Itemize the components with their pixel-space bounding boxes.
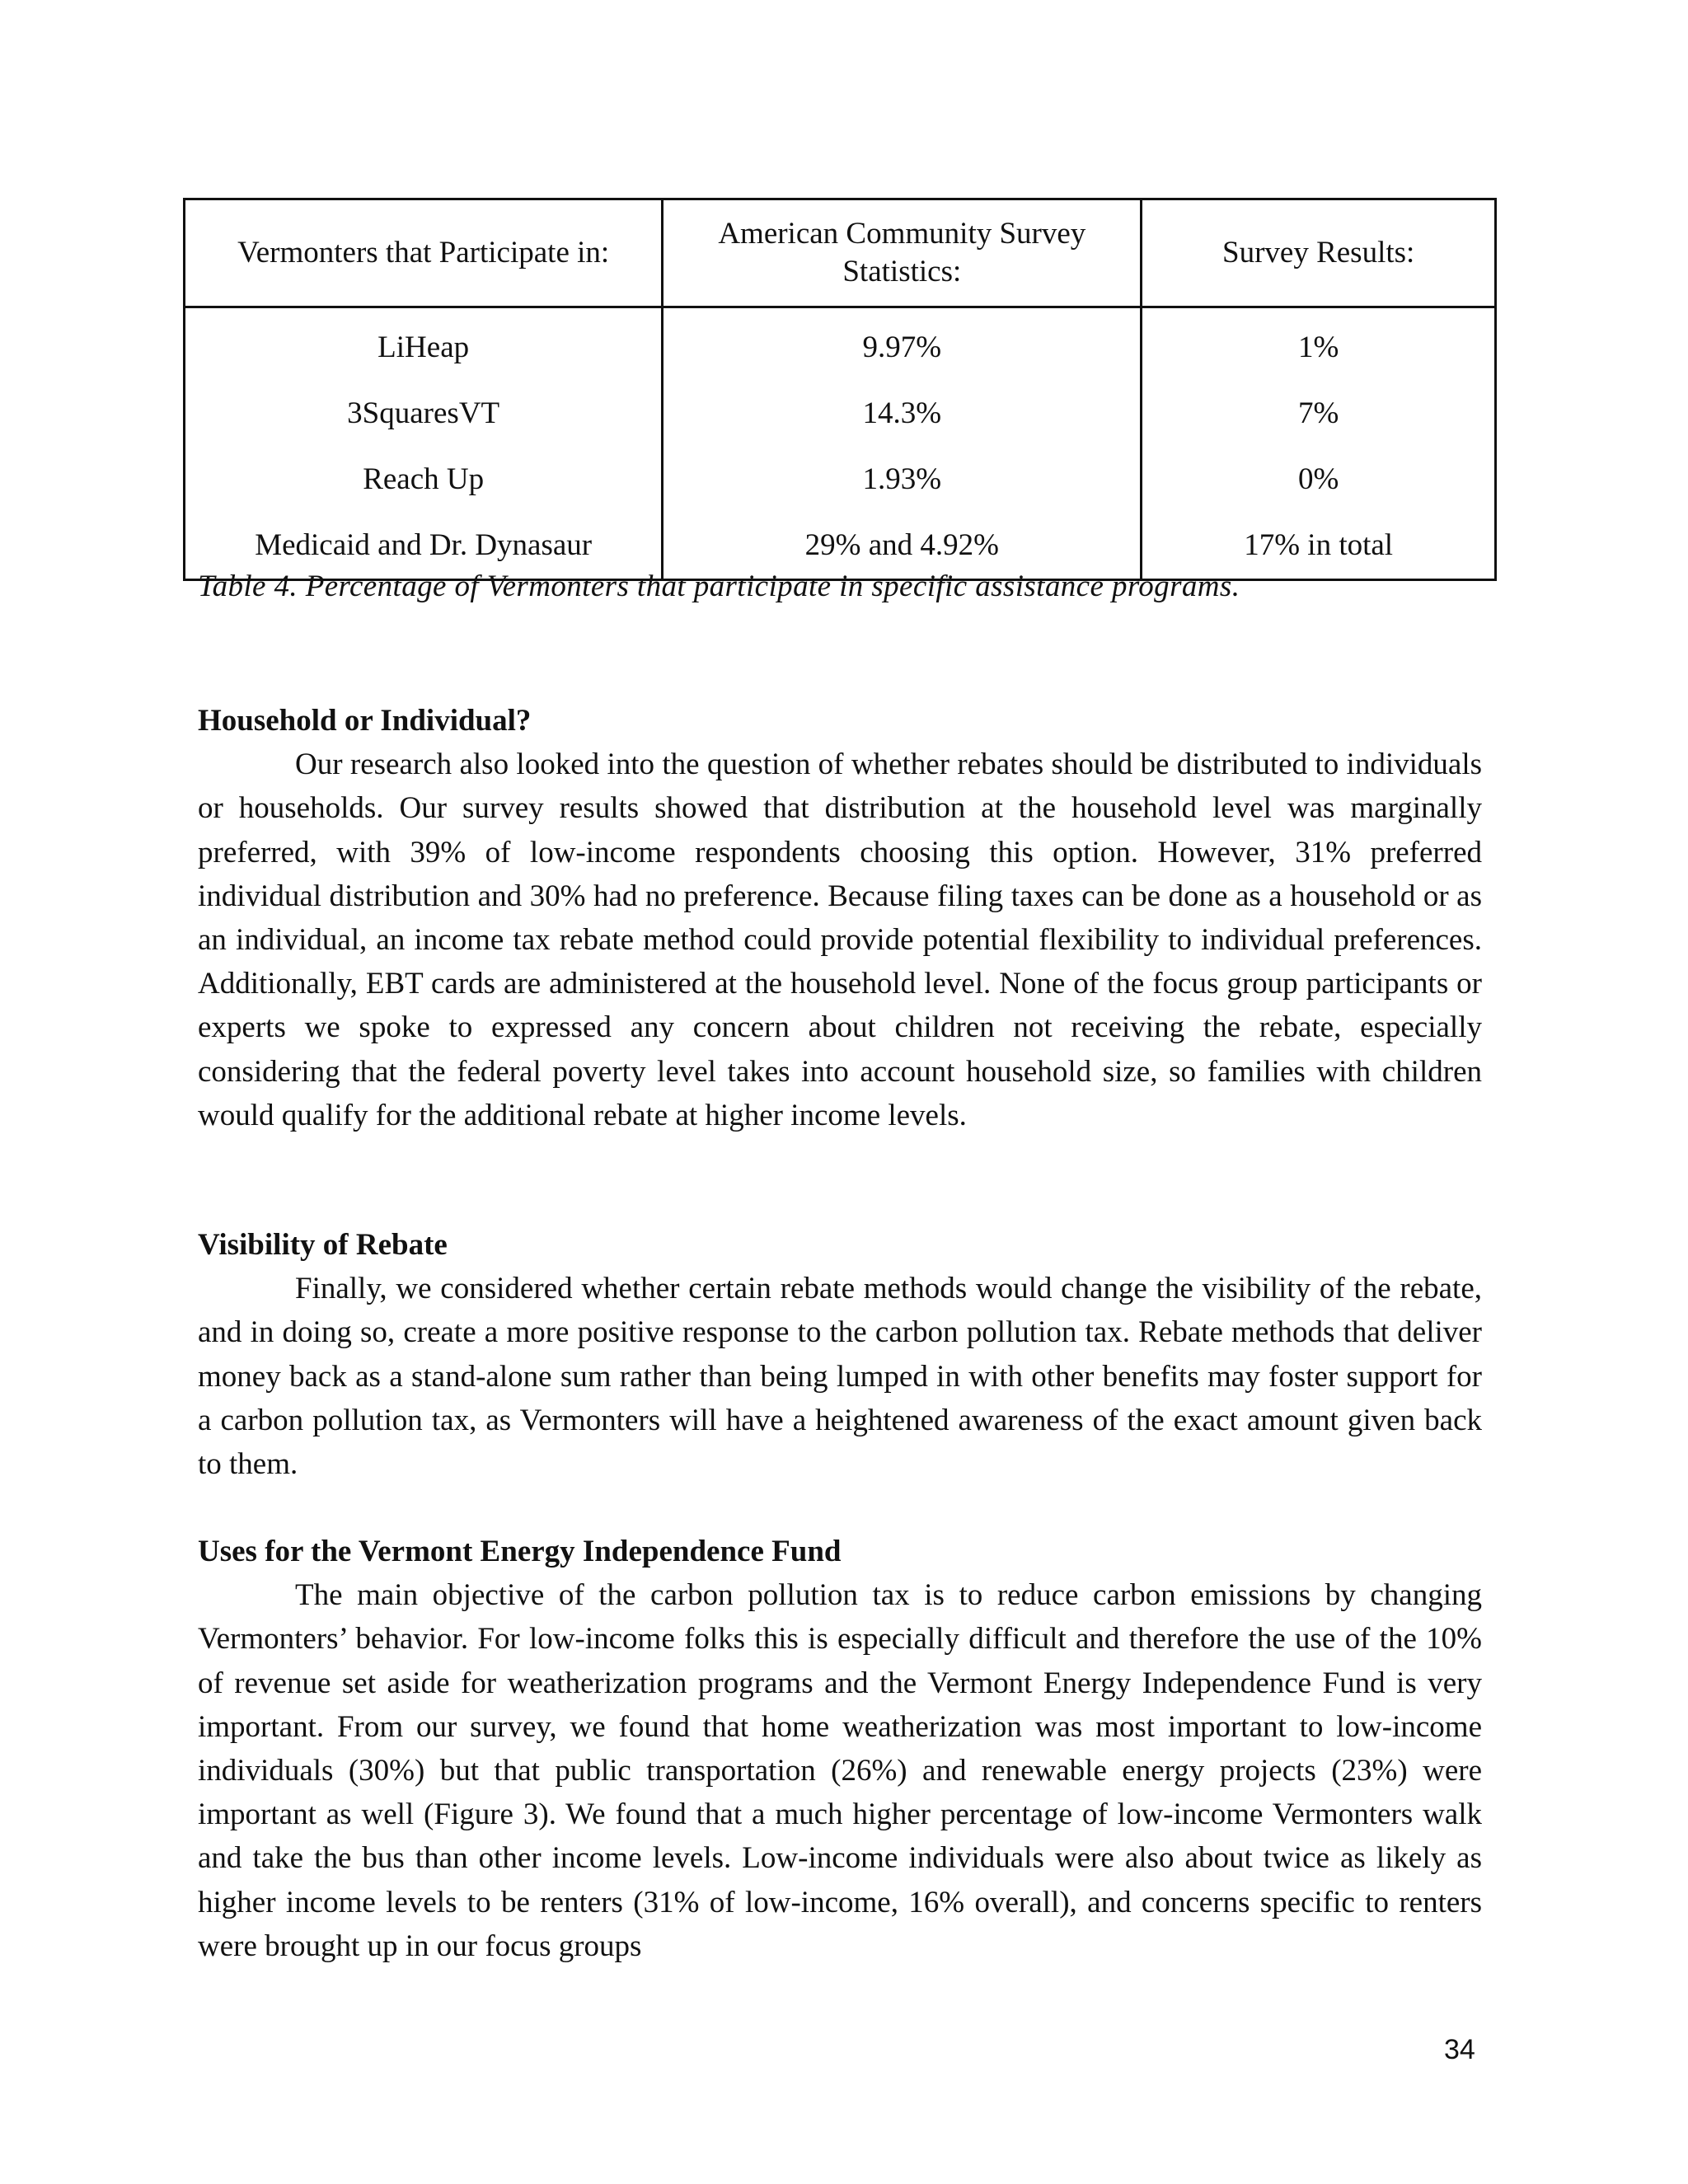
table-cell-survey: 17% in total bbox=[1142, 513, 1496, 580]
table-cell-program: Reach Up bbox=[185, 447, 663, 513]
table-cell-survey: 7% bbox=[1142, 381, 1496, 447]
page-number: 34 bbox=[1444, 2034, 1475, 2065]
table-cell-acs: 9.97% bbox=[663, 307, 1142, 382]
table-cell-acs: 29% and 4.92% bbox=[663, 513, 1142, 580]
section-body: Finally, we considered whether certain rebate methods would change the visibility of the rebate, and in doing so, create a more positive response to the carbon pollution tax. Rebate methods that deliver money back as a stand-alone sum rather than being lumped in with other benefits may foster support for a carbon pollution tax, as Vermonters will have a heightened awareness of the exact amount given back to them. bbox=[198, 1272, 1482, 1482]
section-heading: Uses for the Vermont Energy Independence Fund bbox=[198, 1535, 842, 1568]
section-heading: Household or Individual? bbox=[198, 704, 532, 738]
table-header-acs-statistics: American Community Survey Statistics: bbox=[663, 199, 1142, 307]
table-cell-survey: 1% bbox=[1142, 307, 1496, 382]
table-caption: Table 4. Percentage of Vermonters that participate in specific assistance programs. bbox=[198, 569, 1240, 603]
table-cell-survey: 0% bbox=[1142, 447, 1496, 513]
table-header-row bbox=[185, 199, 1496, 307]
assistance-programs-table bbox=[183, 198, 1497, 581]
section-heading: Visibility of Rebate bbox=[198, 1228, 448, 1262]
table-cell-acs: 1.93% bbox=[663, 447, 1142, 513]
section-body: The main objective of the carbon pollution tax is to reduce carbon emissions by changing Vermonters’ behavior. For low-income folks this is especially difficult and therefore the use of the 10% of revenue set aside for weatherization programs and the Vermont Energy Independence Fund is very important. From our survey, we found that home weatherization was most important to low-income individuals (30%) but that public transportation (26%) and renewable energy projects (23%) were important as well (Figure 3). We found that a much higher percentage of low-income Vermonters walk and take the bus than other income levels. Low-income individuals were also about twice as likely as higher income levels to be renters (31% of low-income, 16% overall), and concerns specific to renters were brought up in our focus groups bbox=[198, 1578, 1482, 1963]
table-cell-program: 3SquaresVT bbox=[185, 381, 663, 447]
table-row bbox=[185, 447, 1496, 513]
table-header-survey-results: Survey Results: bbox=[1142, 199, 1496, 307]
table-header-program: Vermonters that Participate in: bbox=[185, 199, 663, 307]
section-visibility-of-rebate bbox=[198, 1223, 1482, 1486]
table-row bbox=[185, 307, 1496, 382]
table-cell-acs: 14.3% bbox=[663, 381, 1142, 447]
section-energy-independence-fund bbox=[198, 1530, 1482, 1968]
table-cell-program: Medicaid and Dr. Dynasaur bbox=[185, 513, 663, 580]
section-household-or-individual bbox=[198, 699, 1482, 1137]
table-row bbox=[185, 381, 1496, 447]
section-body: Our research also looked into the question of whether rebates should be distributed to individuals or households. Our survey results showed that distribution at the household level was marginally preferred, with 39% of low-income respondents choosing this option. However, 31% preferred individual distribution and 30% had no preference. Because filing taxes can be done as a household or as an individual, an income tax rebate method could provide potential flexibility to individual preferences. Additionally, EBT cards are administered at the household level. None of the focus group participants or experts we spoke to expressed any concern about children not receiving the rebate, especially considering that the federal poverty level takes into account household size, so families with children would qualify for the additional rebate at higher income levels. bbox=[198, 748, 1482, 1132]
table-cell-program: LiHeap bbox=[185, 307, 663, 382]
